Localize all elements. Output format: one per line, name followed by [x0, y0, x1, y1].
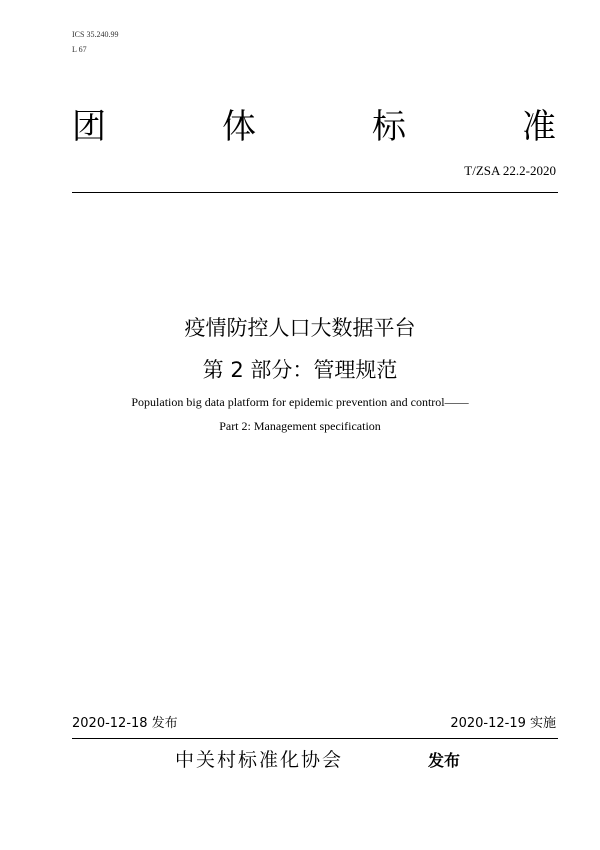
bottom-divider — [72, 738, 558, 739]
chinese-title-line-1: 疫情防控人口大数据平台 — [184, 316, 416, 340]
publisher-name: 中关村标准化协会 — [175, 749, 344, 771]
doc-type-char: 标 — [372, 107, 406, 147]
document-type-heading — [72, 105, 556, 149]
english-title-line-2: Part 2: Management specification — [219, 419, 381, 433]
doc-type-char: 体 — [222, 107, 256, 147]
issue-date: 2020-12-18 发布 — [72, 716, 178, 731]
chinese-title-line-2: 第 2 部分：管理规范 — [202, 358, 398, 382]
implementation-date: 2020-12-19 实施 — [450, 716, 556, 731]
ccs-code: L 67 — [72, 45, 87, 54]
ics-code: ICS 35.240.99 — [72, 30, 119, 39]
english-title-line-1: Population big data platform for epidemic prevention and control—— — [131, 395, 469, 409]
doc-type-char: 准 — [522, 107, 556, 147]
top-divider — [72, 192, 558, 193]
doc-type-char: 团 — [72, 107, 106, 147]
standard-number: T/ZSA 22.2-2020 — [464, 163, 556, 178]
publish-label: 发布 — [428, 751, 461, 770]
